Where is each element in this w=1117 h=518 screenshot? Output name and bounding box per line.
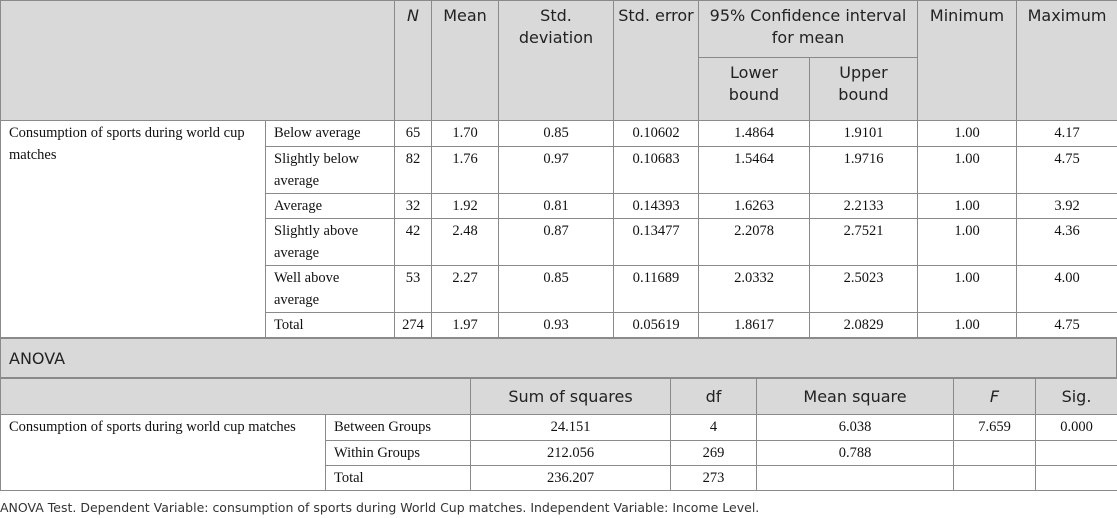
anova-body [1,415,1117,491]
cell-upper: 2.5023 [810,266,918,313]
cell-se: 0.11689 [614,266,699,313]
cell-mean: 1.76 [432,147,499,194]
cell-mean: 2.48 [432,219,499,266]
group-label: Slightly below average [266,147,395,194]
cell-sd: 0.97 [499,147,614,194]
table-footnote: ANOVA Test. Dependent Variable: consumption of sports during World Cup matches. Independent Variable: Income Level. [0,500,760,515]
cell-max: 3.92 [1017,194,1117,219]
header-sum-of-squares: Sum of squares [471,379,671,415]
source-label: Between Groups [326,415,471,441]
cell-n: 32 [395,194,432,219]
header-lower-bound: Lower bound [699,58,810,121]
cell-sig [1036,466,1117,491]
cell-se: 0.10683 [614,147,699,194]
cell-sd: 0.87 [499,219,614,266]
cell-n: 274 [395,313,432,338]
anova-table [0,378,1117,491]
header-upper-bound: Upper bound [810,58,918,121]
cell-max: 4.17 [1017,121,1117,147]
table-row [1,121,1117,147]
variable-label: Consumption of sports during world cup matches [1,121,266,338]
cell-ms: 6.038 [757,415,954,441]
descriptives-body [1,121,1117,338]
cell-mean: 1.92 [432,194,499,219]
header-confidence-interval: 95% Confidence interval for mean [699,1,918,58]
cell-min: 1.00 [918,313,1017,338]
cell-lower: 1.6263 [699,194,810,219]
cell-n: 53 [395,266,432,313]
cell-ms [757,466,954,491]
table-row [1,415,1117,441]
anova-header-blank [1,379,471,415]
cell-max: 4.00 [1017,266,1117,313]
group-label: Well above average [266,266,395,313]
cell-mean: 1.70 [432,121,499,147]
cell-sig [1036,441,1117,466]
cell-min: 1.00 [918,266,1017,313]
header-mean: Mean [432,1,499,121]
cell-ss: 24.151 [471,415,671,441]
anova-title: ANOVA [1,339,1117,378]
cell-max: 4.75 [1017,313,1117,338]
cell-f: 7.659 [954,415,1036,441]
cell-ms: 0.788 [757,441,954,466]
header-minimum: Minimum [918,1,1017,121]
header-n: N [395,1,432,121]
cell-df: 4 [671,415,757,441]
cell-upper: 2.0829 [810,313,918,338]
cell-se: 0.14393 [614,194,699,219]
header-f: F [954,379,1036,415]
header-std-deviation: Std. deviation [499,1,614,121]
source-label: Within Groups [326,441,471,466]
header-df: df [671,379,757,415]
cell-min: 1.00 [918,121,1017,147]
cell-upper: 1.9716 [810,147,918,194]
cell-se: 0.13477 [614,219,699,266]
cell-se: 0.05619 [614,313,699,338]
cell-se: 0.10602 [614,121,699,147]
cell-mean: 1.97 [432,313,499,338]
cell-sd: 0.85 [499,266,614,313]
header-maximum: Maximum [1017,1,1117,121]
cell-lower: 1.4864 [699,121,810,147]
cell-upper: 2.2133 [810,194,918,219]
cell-n: 42 [395,219,432,266]
cell-f [954,441,1036,466]
cell-sd: 0.93 [499,313,614,338]
cell-min: 1.00 [918,219,1017,266]
group-label: Slightly above average [266,219,395,266]
cell-lower: 2.0332 [699,266,810,313]
group-label: Below average [266,121,395,147]
cell-lower: 1.8617 [699,313,810,338]
cell-df: 273 [671,466,757,491]
cell-upper: 2.7521 [810,219,918,266]
cell-max: 4.75 [1017,147,1117,194]
cell-f [954,466,1036,491]
header-blank [1,1,395,121]
cell-df: 269 [671,441,757,466]
header-sig: Sig. [1036,379,1117,415]
header-mean-square: Mean square [757,379,954,415]
cell-max: 4.36 [1017,219,1117,266]
cell-ss: 236.207 [471,466,671,491]
cell-lower: 1.5464 [699,147,810,194]
cell-sig: 0.000 [1036,415,1117,441]
group-label: Average [266,194,395,219]
cell-upper: 1.9101 [810,121,918,147]
anova-variable-label: Consumption of sports during world cup matches [1,415,326,491]
cell-lower: 2.2078 [699,219,810,266]
cell-sd: 0.85 [499,121,614,147]
cell-mean: 2.27 [432,266,499,313]
cell-ss: 212.056 [471,441,671,466]
cell-n: 82 [395,147,432,194]
cell-min: 1.00 [918,194,1017,219]
anova-title-bar [0,338,1117,378]
header-std-error: Std. error [614,1,699,121]
group-label: Total [266,313,395,338]
source-label: Total [326,466,471,491]
cell-sd: 0.81 [499,194,614,219]
cell-n: 65 [395,121,432,147]
cell-min: 1.00 [918,147,1017,194]
